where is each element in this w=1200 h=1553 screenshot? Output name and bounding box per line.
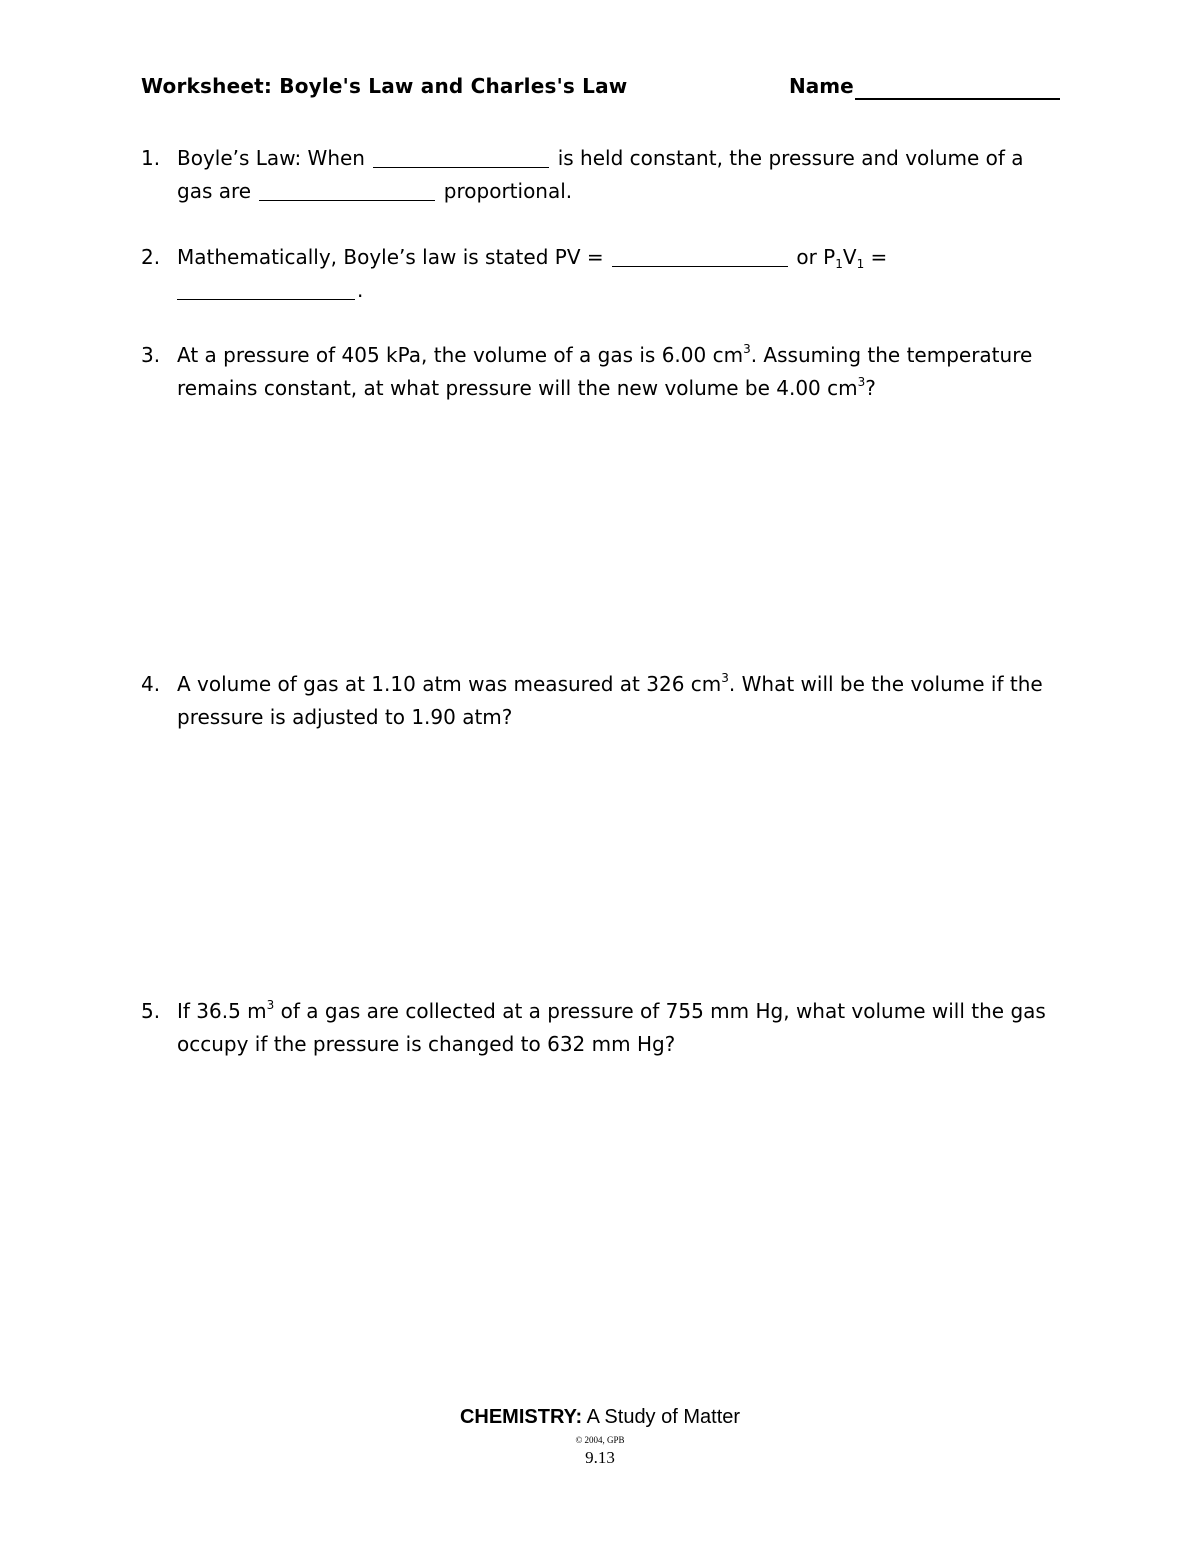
question-text-part: ? [865,376,876,400]
subscript: 1 [856,257,865,271]
question-number: 4. [141,672,161,696]
question-text-part: . What will be the volume if the pressure is adjusted to 1.90 atm? [177,672,1043,729]
subscript: 1 [835,257,843,271]
answer-blank [177,277,355,300]
question-text-part: proportional. [443,179,573,203]
question-text [177,995,1061,1061]
question-text-part: A volume of gas at 1.10 atm was measured at 326 cm [177,672,722,696]
question-text-part: . [357,278,364,302]
footer-brand-bold: CHEMISTRY: [459,1406,583,1428]
question-text-part: is held constant, the pressure and volume of a gas are [177,146,1024,203]
footer-copyright: © 2004, GPB [575,1435,625,1445]
superscript: 3 [857,375,866,389]
question-1 [141,142,1061,208]
question-text-part: of a gas are collected at a pressure of 755 mm Hg, what volume will the gas occupy if the pressure is changed to 632 mm Hg? [177,999,1046,1056]
question-text-part: If 36.5 m [177,999,267,1023]
superscript: 3 [743,342,751,356]
superscript: 3 [721,671,729,685]
answer-blank [259,178,435,201]
question-number: 5. [141,999,161,1023]
question-number: 1. [141,146,161,170]
page-number: 9.13 [585,1448,615,1467]
footer-brand-rest: A Study of Matter [582,1406,741,1428]
question-4 [141,668,1061,734]
worksheet-title: Worksheet: Boyle's Law and Charles's Law [141,74,628,98]
name-blank-line [855,98,1060,100]
question-3 [141,339,1061,405]
question-text-part: or P [796,245,836,269]
question-text-part: V [842,245,857,269]
superscript: 3 [266,998,275,1012]
worksheet-header [141,74,1060,104]
question-5 [141,995,1061,1061]
question-text [177,142,1061,208]
question-text-part: Boyle’s Law: When [177,146,365,170]
question-text [177,339,1061,405]
question-number: 3. [141,343,161,367]
question-text-part: Mathematically, Boyle’s law is stated PV = [177,245,604,269]
question-text [177,668,1061,734]
question-text-part: = [864,245,888,269]
answer-blank [612,244,788,267]
footer-brand [0,1406,1200,1429]
question-text-part: . Assuming the temperature remains constant, at what pressure will the new volume be 4.00 cm [177,343,1033,400]
question-text [177,241,1061,307]
name-label: Name [789,74,854,98]
answer-blank [373,145,549,168]
question-number: 2. [141,245,161,269]
question-2 [141,241,1061,307]
question-text-part: At a pressure of 405 kPa, the volume of a gas is 6.00 cm [177,343,744,367]
